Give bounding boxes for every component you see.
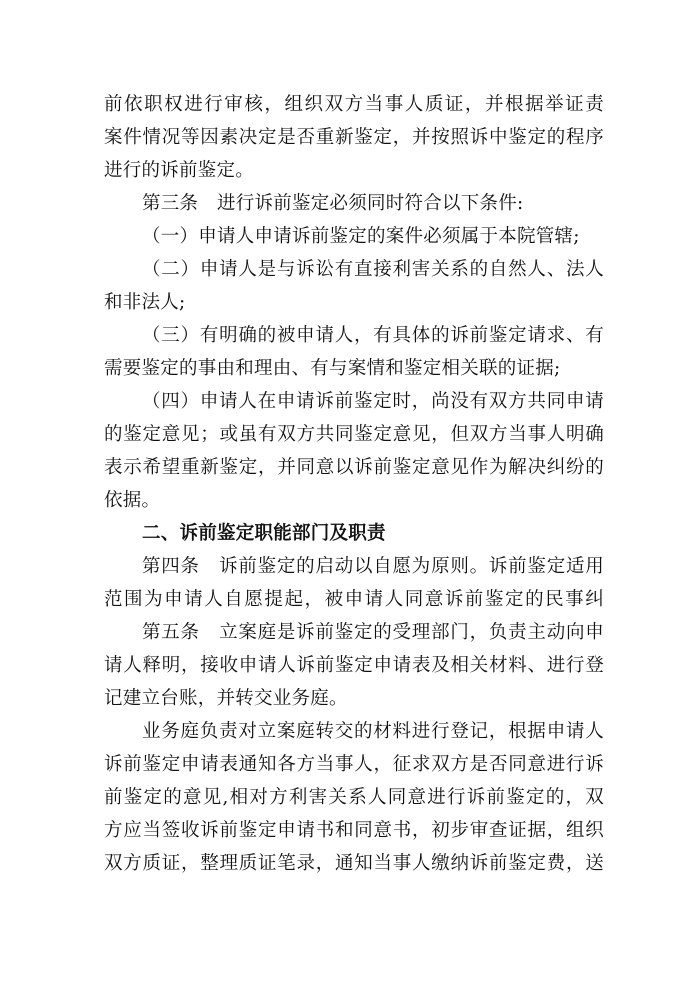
text-line: （二）申请人是与诉讼有直接利害关系的自然人、法人 [142, 259, 604, 280]
document-page [104, 88, 604, 880]
text-line: 案件情况等因素决定是否重新鉴定，并按照诉中鉴定的程序 [104, 127, 604, 148]
text-line: 第五条 立案庭是诉前鉴定的受理部门，负责主动向申 [142, 622, 604, 643]
text-line: （三）有明确的被申请人，有具体的诉前鉴定请求、有 [142, 325, 604, 346]
text-line: 业务庭负责对立案庭转交的材料进行登记，根据申请人 [142, 721, 604, 742]
text-line: 表示希望重新鉴定，并同意以诉前鉴定意见作为解决纠纷的 [104, 457, 604, 478]
text-line: 的鉴定意见；或虽有双方共同鉴定意见，但双方当事人明确 [104, 424, 604, 445]
text-line: 前依职权进行审核，组织双方当事人质证，并根据举证责 [104, 94, 604, 115]
text-line: 进行的诉前鉴定。 [104, 160, 255, 181]
text-line: （四）申请人在申请诉前鉴定时，尚没有双方共同申请 [142, 391, 604, 412]
text-line: 方应当签收诉前鉴定申请书和同意书，初步审查证据，组织 [104, 820, 604, 841]
text-line: 第四条 诉前鉴定的启动以自愿为原则。诉前鉴定适用 [142, 556, 604, 577]
text-line: 依据。 [104, 490, 161, 511]
text-line: 请人释明，接收申请人诉前鉴定申请表及相关材料、进行登 [104, 655, 604, 676]
text-line: 第三条 进行诉前鉴定必须同时符合以下条件: [142, 193, 524, 214]
text-line: （一）申请人申请诉前鉴定的案件必须属于本院管辖; [142, 226, 580, 247]
section-heading: 二、诉前鉴定职能部门及职责 [142, 523, 386, 544]
text-line: 前鉴定的意见,相对方利害关系人同意进行诉前鉴定的，双 [104, 787, 604, 808]
text-line: 范围为申请人自愿提起，被申请人同意诉前鉴定的民事纠 [104, 589, 604, 610]
text-line: 需要鉴定的事由和理由、有与案情和鉴定相关联的证据; [104, 358, 561, 379]
text-line: 记建立台账，并转交业务庭。 [104, 688, 348, 709]
text-line: 双方质证，整理质证笔录，通知当事人缴纳诉前鉴定费，送 [104, 853, 604, 874]
text-line: 和非法人; [104, 292, 186, 313]
text-line: 诉前鉴定申请表通知各方当事人，征求双方是否同意进行诉 [104, 754, 604, 775]
